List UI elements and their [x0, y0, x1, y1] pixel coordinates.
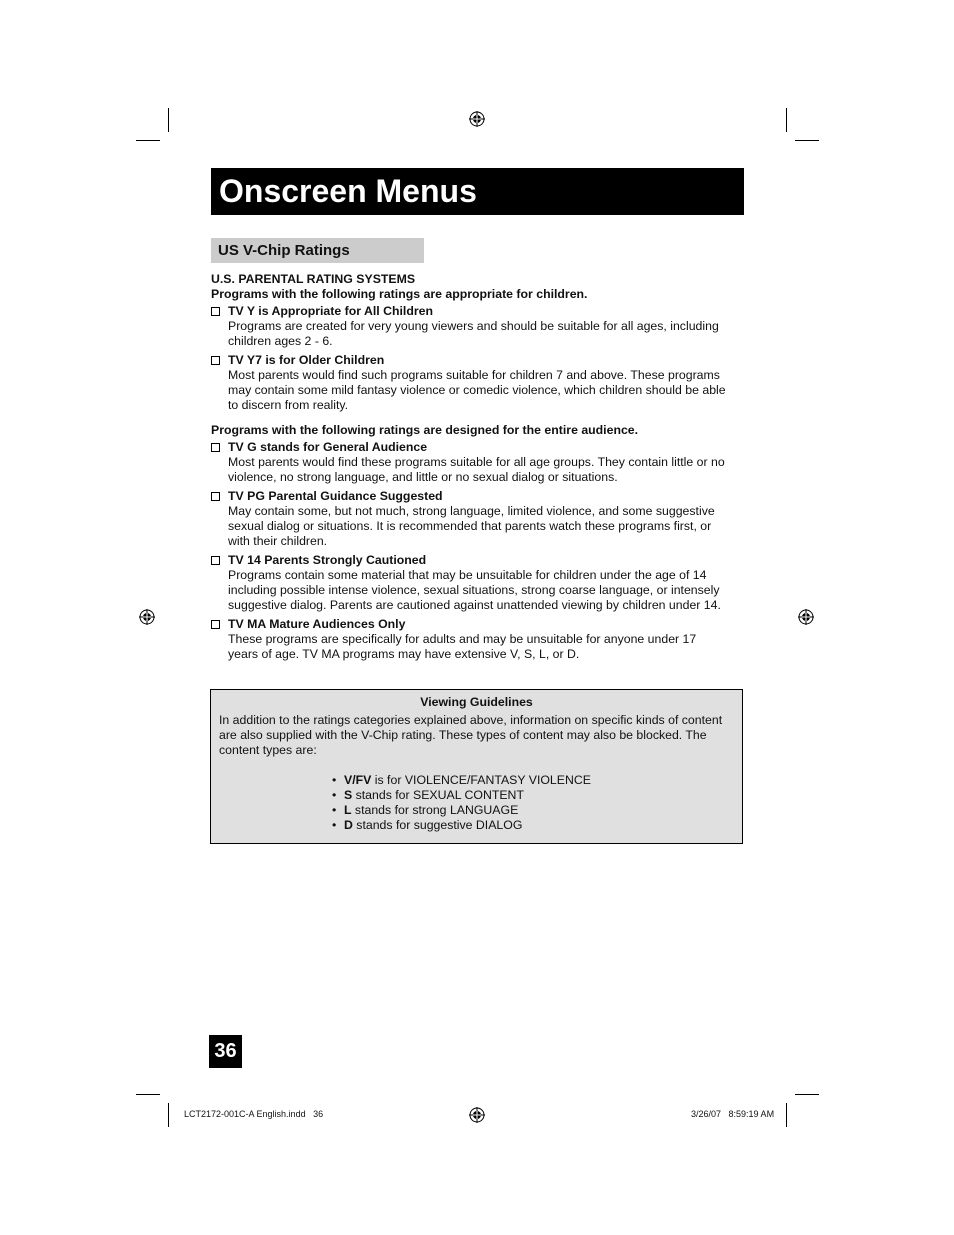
rating-item [211, 553, 744, 613]
rating-desc-line: suggestive dialog. Parents are cautioned against unattended viewing by children under 14. [228, 598, 721, 612]
crop-mark [786, 108, 787, 132]
registration-mark-icon [469, 111, 485, 127]
crop-mark [136, 1094, 160, 1095]
bullet-icon: • [332, 773, 337, 787]
guidelines-title: Viewing Guidelines [420, 695, 533, 709]
rating-title: TV Y is Appropriate for All Children [228, 304, 433, 318]
bullet-icon: • [332, 818, 337, 832]
ratings-content [211, 272, 744, 666]
content-code: D [344, 818, 353, 832]
content-desc: stands for strong LANGUAGE [351, 803, 519, 817]
checkbox-icon [211, 443, 220, 452]
registration-mark-icon [139, 609, 155, 625]
crop-mark [786, 1103, 787, 1127]
list-item [332, 818, 734, 833]
content-type-list [332, 773, 734, 833]
rating-item [211, 304, 744, 349]
registration-mark-icon [469, 1107, 485, 1123]
crop-mark [795, 1094, 819, 1095]
content-desc: is for VIOLENCE/FANTASY VIOLENCE [371, 773, 591, 787]
list-item [332, 788, 734, 803]
bullet-icon: • [332, 788, 337, 802]
rating-desc-line: may contain some mild fantasy violence or comedic violence, which children should be able [228, 383, 726, 397]
rating-desc-line: with their children. [228, 534, 328, 548]
rating-desc-line: to discern from reality. [228, 398, 349, 412]
guidelines-line: In addition to the ratings categories explained above, information on specific kinds of content [219, 713, 723, 727]
checkbox-icon [211, 620, 220, 629]
group1-intro: Programs with the following ratings are appropriate for children. [211, 287, 588, 301]
guidelines-line: content types are: [219, 743, 317, 757]
rating-desc-line: Programs contain some material that may be unsuitable for children under the age of 14 [228, 568, 707, 582]
crop-mark [168, 108, 169, 132]
rating-desc-line: sexual dialog or situations. It is recommended that parents watch these programs first, or [228, 519, 712, 533]
section-title: US V-Chip Ratings [211, 238, 424, 263]
rating-desc-line: These programs are specifically for adults and may be unsuitable for anyone under 17 [228, 632, 697, 646]
rating-desc-line: Most parents would find these programs suitable for all age groups. They contain little or no [228, 455, 725, 469]
content-desc: stands for SEXUAL CONTENT [352, 788, 524, 802]
rating-desc-line: May contain some, but not much, strong language, limited violence, and some suggestive [228, 504, 715, 518]
rating-desc-line: Programs are created for very young viewers and should be suitable for all ages, including [228, 319, 719, 333]
rating-desc-line: children ages 2 - 6. [228, 334, 333, 348]
rating-item [211, 440, 744, 485]
print-timestamp: 3/26/07 8:59:19 AM [691, 1109, 775, 1119]
rating-desc-line: Most parents would find such programs suitable for children 7 and above. These programs [228, 368, 720, 382]
rating-title: TV G stands for General Audience [228, 440, 428, 454]
checkbox-icon [211, 492, 220, 501]
page-number: 36 [209, 1035, 242, 1068]
rating-item [211, 489, 744, 549]
rating-title: TV PG Parental Guidance Suggested [228, 489, 443, 503]
rating-desc-line: violence, no strong language, and little or no sexual dialog or situations. [228, 470, 618, 484]
ratings-heading: U.S. PARENTAL RATING SYSTEMS [211, 272, 416, 286]
bullet-icon: • [332, 803, 337, 817]
content-code: V/FV [344, 773, 372, 787]
page-title: Onscreen Menus [211, 168, 744, 215]
rating-item [211, 353, 744, 413]
content-code: L [344, 803, 352, 817]
guidelines-line: are also supplied with the V-Chip rating. These types of content may also be blocked. The [219, 728, 707, 742]
rating-title: TV Y7 is for Older Children [228, 353, 385, 367]
crop-mark [168, 1103, 169, 1127]
rating-desc-line: including possible intense violence, sexual situations, strong coarse language, or intensely [228, 583, 720, 597]
checkbox-icon [211, 556, 220, 565]
checkbox-icon [211, 356, 220, 365]
viewing-guidelines-box [210, 689, 743, 844]
checkbox-icon [211, 307, 220, 316]
crop-mark [795, 140, 819, 141]
crop-mark [136, 140, 160, 141]
group2-intro: Programs with the following ratings are designed for the entire audience. [211, 423, 639, 437]
list-item [332, 803, 734, 818]
file-slug: LCT2172-001C-A English.indd 36 [184, 1109, 324, 1119]
rating-item [211, 617, 744, 662]
list-item [332, 773, 734, 788]
content-desc: stands for suggestive DIALOG [352, 818, 523, 832]
rating-title: TV 14 Parents Strongly Cautioned [228, 553, 427, 567]
rating-desc-line: years of age. TV MA programs may have extensive V, S, L, or D. [228, 647, 580, 661]
content-code: S [344, 788, 353, 802]
rating-title: TV MA Mature Audiences Only [228, 617, 406, 631]
registration-mark-icon [798, 609, 814, 625]
